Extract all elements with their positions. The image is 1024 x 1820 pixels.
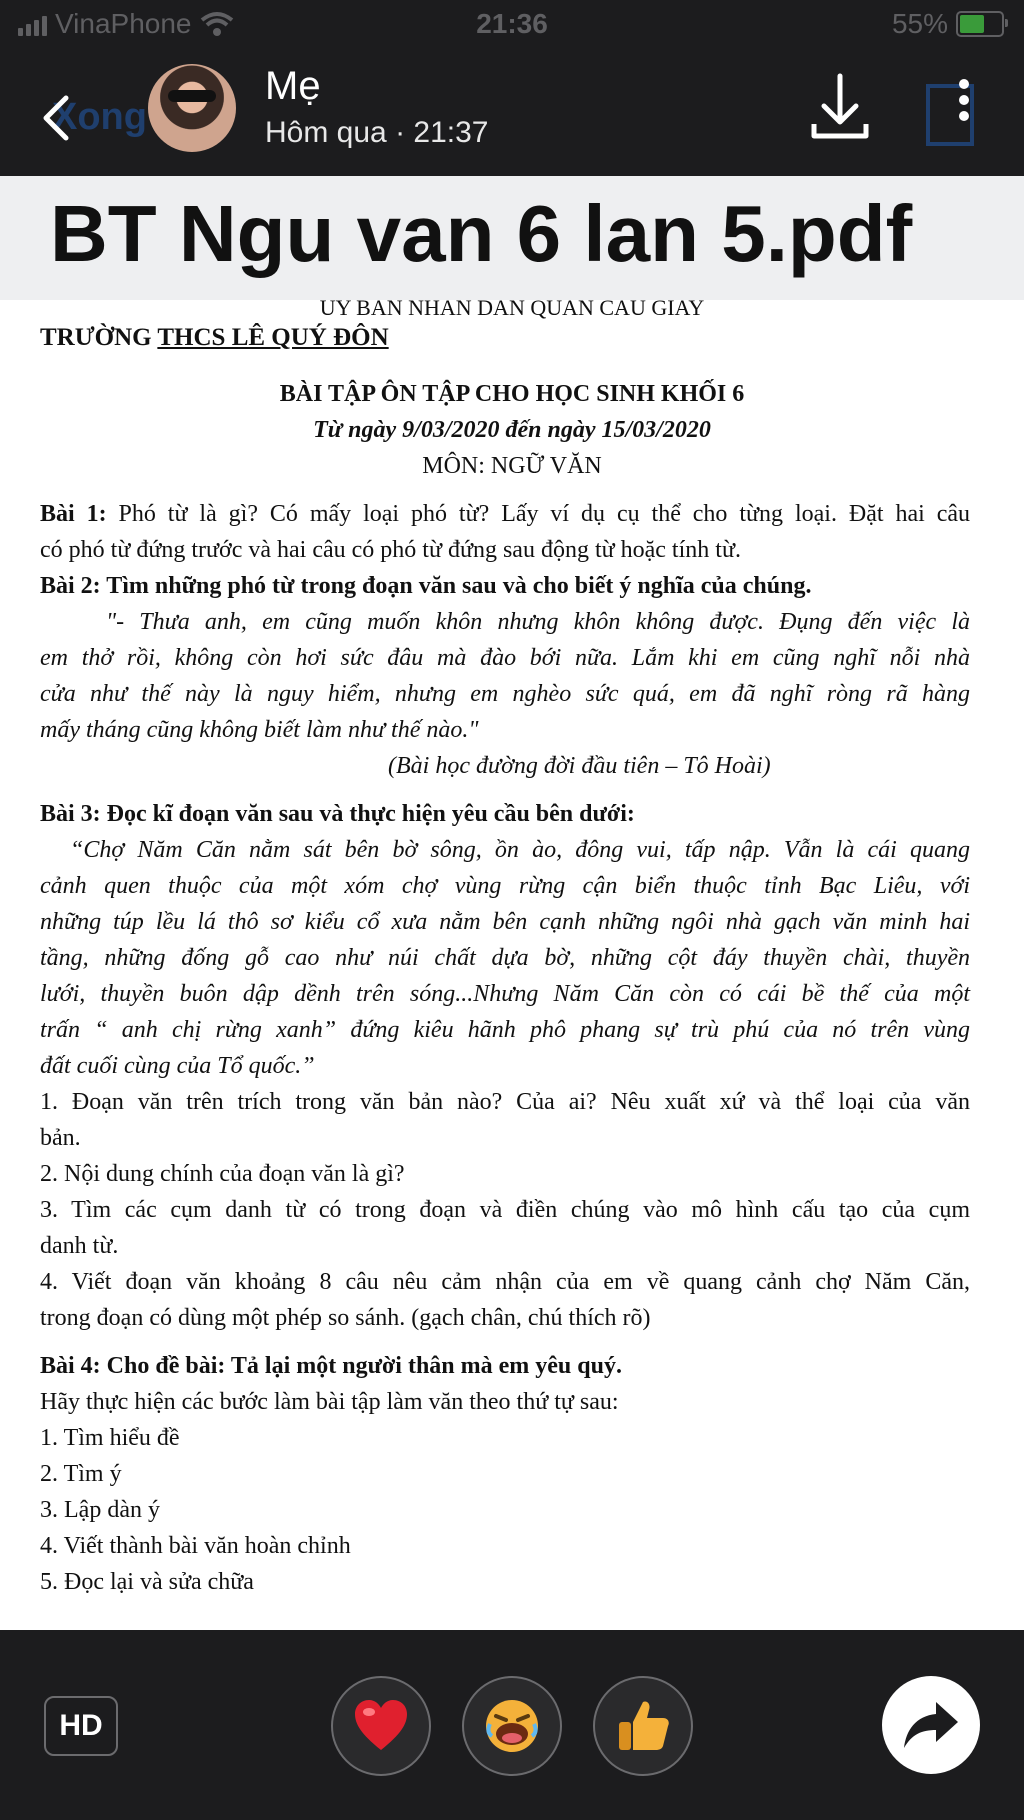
share-more-icon xyxy=(924,64,980,152)
chat-header xyxy=(0,52,1024,176)
bai2-quote-line: mấy tháng cũng không biết làm như thế nào." xyxy=(40,717,479,743)
back-button[interactable] xyxy=(30,74,160,154)
pdf-document[interactable] xyxy=(0,300,1024,1630)
bai3-heading: Bài 3: Đọc kĩ đoạn văn sau và thực hiện yêu cầu bên dưới: xyxy=(40,801,635,827)
bai4-step: 1. Tìm hiểu đề xyxy=(40,1425,180,1451)
bai1-line2: có phó từ đứng trước và hai câu có phó từ đứng sau động từ hoặc tính từ. xyxy=(40,537,741,563)
school-prefix: TRƯỜNG xyxy=(40,324,158,351)
avatar-glasses xyxy=(168,90,216,102)
bai1-line1 xyxy=(40,496,970,532)
bai3-question-1: 1. Đoạn văn trên trích trong văn bản nào? Của ai? Nêu xuất xứ và thể loại của văn xyxy=(40,1089,970,1115)
heart-reaction-button[interactable] xyxy=(331,1676,431,1776)
contact-name[interactable]: Mẹ xyxy=(265,64,321,108)
status-right xyxy=(892,8,1004,40)
file-title: BT Ngu van 6 lan 5.pdf xyxy=(50,189,913,278)
heart-icon xyxy=(351,1696,411,1756)
bai3-quote-line: cảnh quen thuộc của một xóm chợ vùng rừng cận biển thuộc tỉnh Bạc Liêu, với xyxy=(40,873,970,899)
bai2-quote-line: "- Thưa anh, em cũng muốn khôn nhưng khôn không được. Đụng đến việc là xyxy=(106,609,970,635)
message-timestamp: Hôm qua · 21:37 xyxy=(265,116,489,149)
bai3-quote-line: tầng, những đống gỗ cao như núi chất dựa bờ, những cột đáy thuyền chài, thuyền xyxy=(40,945,970,971)
laughing-face-icon xyxy=(482,1696,542,1756)
bai3-quote-line: trấn “ anh chị rừng xanh” đứng kiêu hãnh phô phang sự trù phú của nó trên vùng xyxy=(40,1017,970,1043)
avatar[interactable] xyxy=(148,64,236,152)
bai3-quote-line: lưới, thuyền buôn dập dềnh trên sóng...Nhưng Năm Căn còn có cái bề thế của một xyxy=(40,981,970,1007)
bai3-question-4-cont: trong đoạn có dùng một phép so sánh. (gạch chân, chú thích rõ) xyxy=(40,1305,651,1331)
bai1-text: Phó từ là gì? Có mấy loại phó từ? Lấy ví dụ cụ thể cho từng loại. Đặt hai câu xyxy=(106,501,971,527)
laugh-reaction-button[interactable] xyxy=(462,1676,562,1776)
bai2-heading: Bài 2: Tìm những phó từ trong đoạn văn sau và cho biết ý nghĩa của chúng. xyxy=(40,573,812,599)
bai3-quote-line: những túp lều lá thô sơ kiểu cổ xưa nằm bên cạnh những ngôi nhà gạch văn minh hai xyxy=(40,909,970,935)
bai4-step: 3. Lập dàn ý xyxy=(40,1497,160,1523)
like-reaction-button[interactable] xyxy=(593,1676,693,1776)
chevron-left-icon xyxy=(36,94,76,142)
school-line xyxy=(40,320,970,356)
bai4-intro: Hãy thực hiện các bước làm bài tập làm văn theo thứ tự sau: xyxy=(40,1389,619,1415)
battery-icon xyxy=(956,11,1004,37)
bai4-step: 4. Viết thành bài văn hoàn chỉnh xyxy=(40,1533,351,1559)
bai4-step: 5. Đọc lại và sửa chữa xyxy=(40,1569,254,1595)
download-icon xyxy=(808,70,872,146)
bai3-question-3-cont: danh từ. xyxy=(40,1233,119,1259)
bai1-label: Bài 1: xyxy=(40,501,107,527)
bai4-heading: Bài 4: Cho đề bài: Tả lại một người thân mà em yêu quý. xyxy=(40,1353,622,1379)
forward-button[interactable] xyxy=(882,1676,980,1774)
file-title-banner xyxy=(0,176,1024,300)
thumbs-up-icon xyxy=(613,1696,673,1756)
bai3-question-3: 3. Tìm các cụm danh từ có trong đoạn và điền chúng vào mô hình cấu tạo của cụm xyxy=(40,1197,970,1223)
hd-button[interactable]: HD xyxy=(44,1696,118,1756)
bai2-quote-line: cửa như thế này là nguy hiểm, nhưng em nghèo sức quá, em đã nghĩ ròng rã hàng xyxy=(40,681,970,707)
bai2-source: (Bài học đường đời đầu tiên – Tô Hoài) xyxy=(388,753,771,779)
bai4-step: 2. Tìm ý xyxy=(40,1461,122,1487)
bai3-question-4: 4. Viết đoạn văn khoảng 8 câu nêu cảm nhận của em về quang cảnh chợ Năm Căn, xyxy=(40,1269,970,1295)
battery-percent: 55% xyxy=(891,8,948,39)
bai3-question-1-cont: bản. xyxy=(40,1125,81,1151)
bai3-question-2: 2. Nội dung chính của đoạn văn là gì? xyxy=(40,1161,405,1187)
bai3-quote-line: “Chợ Năm Căn nằm sát bên bờ sông, ồn ào, đông vui, tấp nập. Vẫn là cái quang xyxy=(70,837,970,863)
status-bar xyxy=(0,0,1024,52)
status-time: 21:36 xyxy=(476,8,548,39)
doc-date-range: Từ ngày 9/03/2020 đến ngày 15/03/2020 xyxy=(313,417,711,443)
forward-arrow-icon xyxy=(902,1698,960,1752)
bai2-quote-line: em thở rồi, không còn hơi sức đâu mà đào bới nữa. Lắm khi em cũng nghĩ nỗi nhà xyxy=(40,645,970,671)
carrier-label: VinaPhone xyxy=(55,8,192,39)
back-ghost-text: Xong xyxy=(52,96,147,138)
doc-top-line: UY BAN NHAN DAN QUAN CAU GIAY xyxy=(319,300,705,320)
bottom-action-bar xyxy=(0,1630,1024,1820)
school-name: THCS LÊ QUÝ ĐÔN xyxy=(157,324,389,351)
download-button[interactable] xyxy=(808,70,872,146)
doc-subject: MÔN: NGỮ VĂN xyxy=(422,453,602,479)
bai3-quote-line: đất cuối cùng của Tổ quốc.” xyxy=(40,1053,315,1079)
more-options-button[interactable] xyxy=(924,64,980,152)
doc-heading: BÀI TẬP ÔN TẬP CHO HỌC SINH KHỐI 6 xyxy=(279,381,745,407)
